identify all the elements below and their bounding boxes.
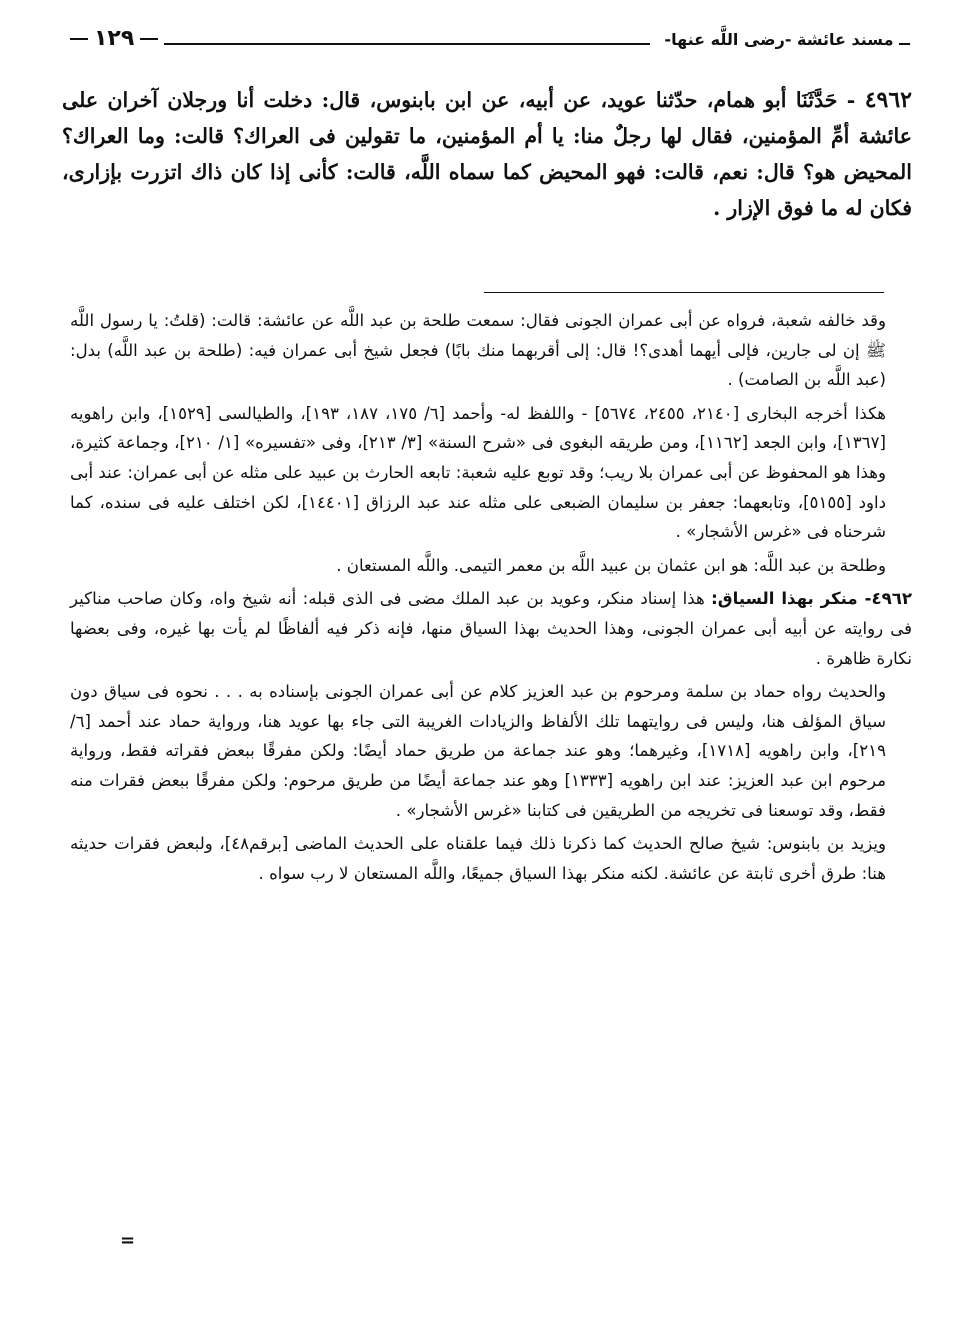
footnote-separator <box>484 292 884 293</box>
page-number-dash <box>140 38 158 40</box>
page-number-dash <box>70 38 88 40</box>
note-paragraph: هكذا أخرجه البخارى [٢١٤٠، ٢٤٥٥، ٥٦٧٤] - واللفظ له- وأحمد [٦/ ١٧٥، ١٨٧، ١٩٣]، والطيالسى [١٥٢٩]، وابن راهويه [١٣٦٧]، وابن الجعد [١١٦٢]، ومن طريقه البغوى فى «شرح السنة» [٣/ ٢١٣]، وفى «تفسيره» [١/ ٢١٠]، وجماعة كثيرة، وهذا هو المحفوظ عن أبى عمران بلا ريب؛ وقد توبع عليه شعبة: تابعه الحارث بن عبيد على مثله عن أبى عمران: عند أبى داود [٥١٥٥]، وتابعهما: جعفر بن سليمان الضبعى على مثله عند عبد الرزاق [١٤٤٠١]، لكن اختلف عليه فى سنده، كما شرحناه فى «غرس الأشجار» . <box>70 403 887 542</box>
hadith-text: ٤٩٦٢ - حَدَّثَنَا أبو همام، حدّثنا عويد، عن أبيه، عن ابن بابنوس، قال: دخلت أنا ورجلان آخران على عائشة أمِّ المؤمنين، فقال لها رجلٌ منا: يا أم المؤمنين، ما تقولين فى العراك؟ قالت: وما العراك؟ المحيض هو؟ قال: نعم، قالت: فهو المحيض كما سماه اللَّه، قالت: كأنى إذا كان ذاك اتزرت بإزارى، فكان له ما فوق الإزار . <box>62 87 912 220</box>
page-number: ١٢٩ <box>94 26 135 51</box>
note-paragraph: وطلحة بن عبد اللَّه: هو ابن عثمان بن عبيد اللَّه بن معمر التيمى. واللَّه المستعان . <box>336 555 886 575</box>
hadith-number: ٤٩٦٢ <box>864 87 912 113</box>
header-title: ــ مسند عائشة -رضى اللَّه عنها- <box>656 30 910 49</box>
hadith-lead: حَدَّثَنَا <box>795 88 838 112</box>
page-number-block <box>64 26 164 51</box>
end-mark: = <box>120 1230 136 1251</box>
hadith-body: أبو همام، حدّثنا عويد، عن أبيه، عن ابن بابنوس، قال: دخلت أنا ورجلان آخران على عائشة أمِّ المؤمنين، فقال لها رجلٌ منا: يا أم المؤمنين، ما تقولين فى العراك؟ قالت: وما العراك؟ المحيض هو؟ قال: نعم، قالت: فهو المحيض كما سماه اللَّه، قالت: كأنى إذا كان ذاك اتزرت بإزارى، فكان له ما فوق الإزار . <box>62 88 912 220</box>
running-header <box>64 26 910 56</box>
grading-text: هذا إسناد منكر، وعويد بن عبد الملك مضى فى الذى قبله: أنه شيخ واه، وكان صاحب مناكير فى روايته عن أبيه أبى عمران الجونى، وهذا الحديث بهذا السياق منها، فإنه ذكر فيه ألفاظًا لم يأت بها غيره، وفى بعضها نكارة ظاهرة . <box>70 589 912 668</box>
note-paragraph-grading <box>70 584 912 673</box>
note-paragraph: وقد خالفه شعبة، فرواه عن أبى عمران الجونى فقال: سمعت طلحة بن عبد اللَّه عن عائشة: قالت: (قلتُ: يا رسول اللَّه ﷺ إن لى جارين، فإلى أيهما أهدى؟! قال: إلى أقربهما منك بابًا) فجعل شيخ أبى عمران فيه: (طلحة بن عبد اللَّه) بدل: (عبد اللَّه بن الصامت) . <box>70 311 886 390</box>
footnotes <box>70 306 912 892</box>
grading-title: ٤٩٦٢- منكر بهذا السياق: <box>711 589 912 609</box>
note-paragraph: والحديث رواه حماد بن سلمة ومرحوم بن عبد العزيز كلام عن أبى عمران الجونى بإسناده به . . . نحوه فى سياق دون سياق المؤلف هنا، وليس فى روايتهما تلك الألفاظ والزيادات الغريبة التى جاء بها عويد هنا، ورواية حماد عند أحمد [٦/ ٢١٩]، وابن راهويه [١٧١٨]، وغيرهما؛ وهو عند جماعة من طريق حماد أيضًا: ولكن مفرقًا ببعض فقراته فقط، ورواية مرحوم ابن عبد العزيز: عند ابن راهويه [١٣٣٣] وهو عند جماعة أيضًا من طريق مرحوم: ولكن مفرقًا ببعض فقرات منه فقط، وقد توسعنا فى تخريجه من الطريقين فى كتابنا «غرس الأشجار» . <box>70 682 886 820</box>
note-paragraph: ويزيد بن بابنوس: شيخ صالح الحديث كما ذكرنا ذلك فيما علقناه على الحديث الماضى [برقم٤٨]، ولبعض فقرات حديثه هنا: طرق أخرى ثابتة عن عائشة. لكنه منكر بهذا السياق جميعًا، واللَّه المستعان لا رب سواه . <box>70 834 886 883</box>
header-rule <box>164 43 650 45</box>
